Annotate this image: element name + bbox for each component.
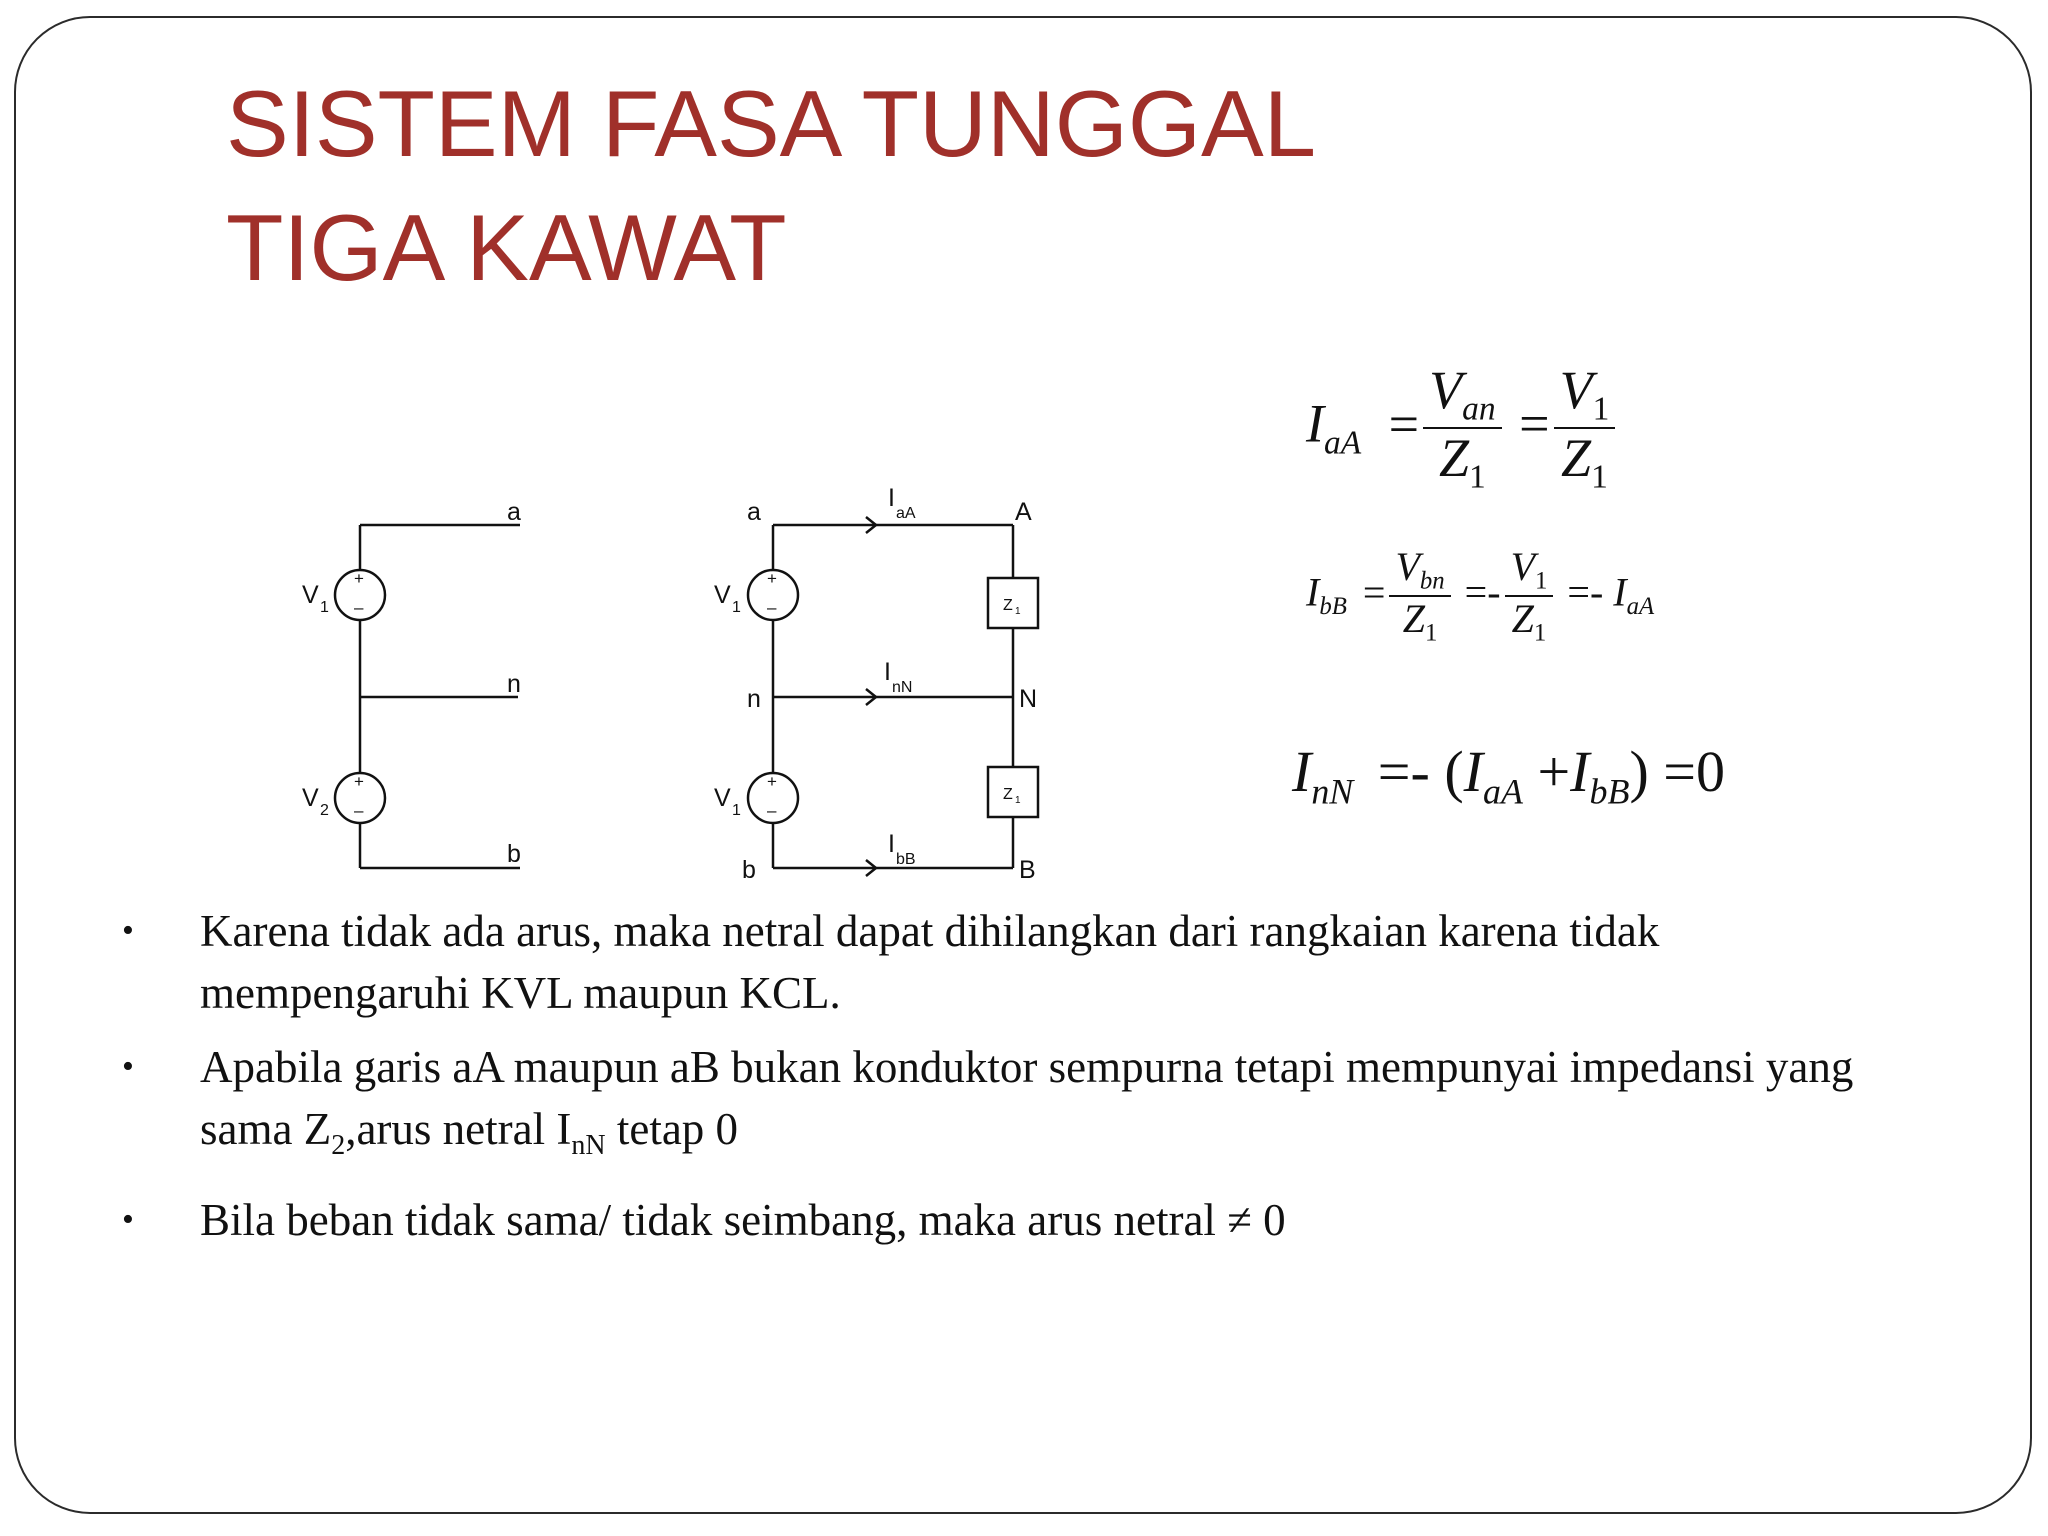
- eq2-rhs: I: [1613, 569, 1627, 615]
- eq3-close-paren: ): [1629, 739, 1649, 804]
- bullet-text-1: Karena tidak ada arus, maka netral dapat dihilangkan dari rangkaian karena tidak mempengaruhi KVL maupun KCL.: [200, 906, 1660, 1018]
- bullet-marker: •: [122, 912, 134, 949]
- eq1-f2-denominator-subscript: 1: [1591, 458, 1608, 496]
- eq3-term-2-subscript: bB: [1589, 771, 1630, 812]
- load-z1-bottom-subscript: 1: [1015, 795, 1021, 806]
- title-line-1: SISTEM FASA TUNGGAL: [226, 71, 1316, 176]
- left-v2-minus-sign: –: [354, 801, 364, 820]
- eq3-term-1-subscript: aA: [1482, 771, 1523, 812]
- eq2-f2-numerator: V: [1510, 544, 1535, 589]
- right-node-B-label: B: [1019, 856, 1036, 884]
- left-v2-label: V: [302, 784, 319, 812]
- equation-iaA: [1306, 362, 1619, 496]
- left-v1-label: V: [302, 581, 319, 609]
- current-inN-label: I: [884, 658, 891, 686]
- eq1-equals-1: =: [1388, 393, 1420, 454]
- current-ibB-subscript: bB: [896, 851, 916, 868]
- left-v1-plus-sign: +: [354, 569, 364, 588]
- eq3-plus: +: [1537, 739, 1571, 804]
- bullet-text-2-i-subscript: nN: [571, 1130, 606, 1161]
- bullet-item-3: [120, 1189, 1940, 1251]
- eq2-neg-equals-1: =-: [1464, 569, 1501, 615]
- eq2-f1-numerator-subscript: bn: [1419, 567, 1445, 595]
- bullet-text-2-pre: Apabila garis aA maupun aB bukan konduktor sempurna tetapi mempunyai impedansi yang sama Z: [200, 1042, 1854, 1154]
- right-node-n-label: n: [747, 685, 761, 713]
- left-v1-subscript: 1: [320, 599, 329, 616]
- eq2-f2-denominator-subscript: 1: [1533, 619, 1547, 647]
- eq1-equals-2: =: [1519, 393, 1550, 454]
- eq1-f1-denominator-subscript: 1: [1469, 458, 1486, 496]
- equation-inN: [1292, 738, 1725, 813]
- current-iaA-label: I: [888, 484, 895, 512]
- eq1-f2-numerator: V: [1559, 360, 1593, 420]
- right-v1-top-minus-sign: –: [767, 598, 777, 617]
- eq1-lhs: I: [1306, 393, 1324, 454]
- eq1-f1-numerator-subscript: an: [1462, 390, 1496, 428]
- right-v1-top-label: V: [714, 581, 731, 609]
- eq2-f1-numerator: V: [1395, 544, 1420, 589]
- right-node-N-label: N: [1019, 685, 1038, 713]
- eq3-term-1: I: [1463, 739, 1483, 804]
- current-iaA-subscript: aA: [896, 505, 916, 522]
- load-z1-top: [988, 578, 1038, 628]
- eq3-lhs-subscript: nN: [1311, 771, 1354, 812]
- bullet-text-2-z-subscript: 2: [331, 1130, 346, 1161]
- eq3-lhs: I: [1292, 739, 1312, 804]
- load-z1-top-label: Z: [1003, 597, 1013, 614]
- title-line-2: TIGA KAWAT: [226, 195, 787, 300]
- left-v1-minus-sign: –: [354, 598, 364, 617]
- eq2-rhs-subscript: aA: [1626, 593, 1655, 621]
- eq1-fraction-2: [1554, 362, 1616, 496]
- eq2-f1-denominator: Z: [1402, 595, 1425, 641]
- load-z1-bottom-label: Z: [1003, 786, 1013, 803]
- bullet-list: [120, 900, 1940, 1263]
- current-inN-subscript: nN: [892, 679, 913, 696]
- bullet-text-2-post: tetap 0: [605, 1104, 739, 1154]
- left-node-b-label: b: [507, 840, 521, 868]
- current-ibB-label: I: [888, 830, 895, 858]
- right-v1-bottom-plus-sign: +: [767, 772, 777, 791]
- bullet-marker: •: [122, 1201, 134, 1238]
- right-v1-top-subscript: 1: [732, 599, 741, 616]
- load-z1-bottom: [988, 767, 1038, 817]
- right-circuit-labels: [714, 484, 1037, 884]
- eq1-f2-denominator: Z: [1561, 427, 1592, 488]
- eq2-equals: =: [1362, 569, 1386, 615]
- left-circuit-labels: [302, 498, 521, 868]
- eq1-f1-denominator: Z: [1438, 427, 1470, 488]
- eq1-f1-numerator: V: [1429, 360, 1463, 420]
- right-node-A-label: A: [1015, 498, 1032, 526]
- right-v1-bottom-label: V: [714, 784, 731, 812]
- equation-ibB: [1306, 546, 1654, 647]
- eq2-lhs-subscript: bB: [1319, 593, 1347, 621]
- right-v1-bottom-minus-sign: –: [767, 801, 777, 820]
- eq3-tail: =0: [1663, 739, 1725, 804]
- right-v1-top-plus-sign: +: [767, 569, 777, 588]
- eq2-f1-denominator-subscript: 1: [1424, 619, 1438, 647]
- eq2-f2-denominator: Z: [1511, 595, 1534, 641]
- bullet-item-1: [120, 900, 1940, 1024]
- eq2-f2-numerator-subscript: 1: [1535, 567, 1548, 595]
- eq3-open-paren: (: [1444, 739, 1464, 804]
- eq2-fraction-1: [1389, 546, 1450, 647]
- eq1-f2-numerator-subscript: 1: [1592, 390, 1610, 428]
- right-circuit: [748, 517, 1038, 876]
- left-v2-plus-sign: +: [354, 772, 364, 791]
- bullet-text-2-mid: ,arus netral I: [345, 1104, 572, 1154]
- bullet-marker: •: [122, 1048, 134, 1085]
- left-node-a-label: a: [507, 498, 521, 526]
- eq1-lhs-subscript: aA: [1323, 424, 1362, 462]
- eq1-fraction-1: [1423, 362, 1501, 496]
- bullet-text-3: Bila beban tidak sama/ tidak seimbang, maka arus netral ≠ 0: [200, 1195, 1286, 1245]
- left-v2-subscript: 2: [320, 802, 329, 819]
- bullet-item-2: [120, 1036, 1940, 1177]
- right-node-b-label: b: [742, 856, 756, 884]
- eq2-neg-equals-2: =-: [1567, 569, 1604, 615]
- eq3-neg-equals: =-: [1377, 739, 1430, 804]
- right-v1-bottom-subscript: 1: [732, 802, 741, 819]
- eq2-fraction-2: [1505, 546, 1554, 647]
- load-z1-top-subscript: 1: [1015, 606, 1021, 617]
- right-node-a-label: a: [747, 498, 761, 526]
- left-node-n-label: n: [507, 670, 521, 698]
- eq3-term-2: I: [1570, 739, 1590, 804]
- eq2-lhs: I: [1306, 569, 1320, 615]
